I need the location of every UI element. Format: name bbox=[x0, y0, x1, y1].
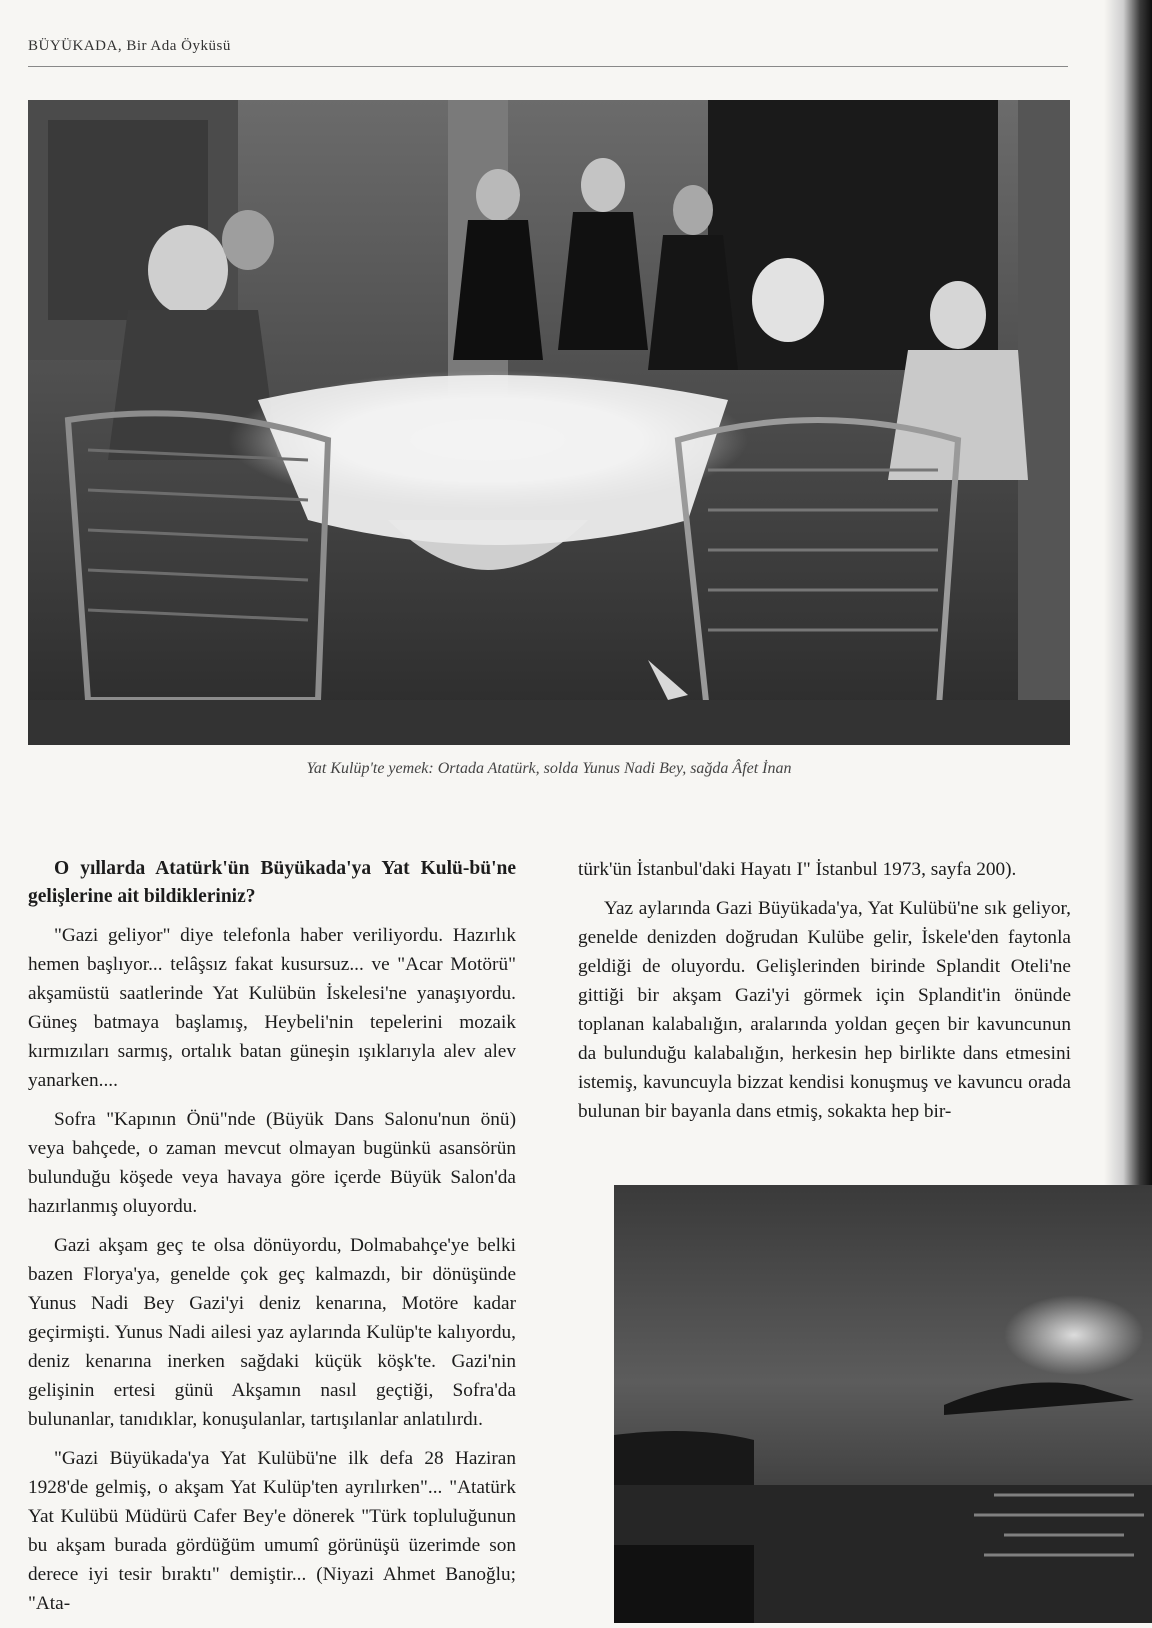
paragraph: "Gazi geliyor" diye telefonla haber veriliyordu. Hazırlık hemen başlıyor... telâşsız fakat kusursuz... ve "Acar Motörü" akşamüstü saatlerinde Yat Kulübün İskelesi'ne yanaşıyordu. Güneş batmaya başlamış, Heybeli'nin tepelerini mozaik kırmızıları sarmış, ortalık batan güneşin ışıklarıyla alev alev yanarken.... bbox=[28, 925, 516, 1091]
paragraph-continuation: türk'ün İstanbul'daki Hayatı I" İstanbul 1973, sayfa 200). bbox=[578, 859, 1017, 880]
paragraph: Sofra "Kapının Önü"nde (Büyük Dans Salonu'nun önü) veya bahçede, o zaman mevcut olmayan bugünkü asansörün bulunduğu köşede veya havaya göre içerde Büyük Salon'da hazırlanmış oluyordu. bbox=[28, 1109, 516, 1217]
left-column bbox=[28, 855, 516, 1628]
right-column bbox=[578, 855, 1071, 1136]
seascape-photo bbox=[614, 1185, 1152, 1623]
running-title: BÜYÜKADA, Bir Ada Öyküsü bbox=[28, 38, 231, 54]
dinner-photo bbox=[28, 100, 1070, 745]
paragraph: "Gazi Büyükada'ya Yat Kulübü'ne ilk defa 28 Haziran 1928'de gelmiş, o akşam Yat Kulüp'ten ayrılırken"... "Atatürk Yat Kulübü Müdürü Cafer Bey'e dönerek "Türk topluluğunun bu akşam burada gördüğüm umumî görünüşü üzerimde son derece iyi tesir bıraktı" demiştir... (Niyazi Ahmet Banoğlu; "Ata- bbox=[28, 1448, 516, 1614]
dinner-photo-drawing bbox=[28, 100, 1070, 745]
photo-caption: Yat Kulüp'te yemek: Ortada Atatürk, solda Yunus Nadi Bey, sağda Âfet İnan bbox=[306, 760, 792, 777]
paragraph: Yaz aylarında Gazi Büyükada'ya, Yat Kulübü'ne sık geliyor, genelde denizden doğrudan Kulübe gelir, İskele'den faytonla geldiği de oluyordu. Gelişlerinden birinde Splandit Oteli'ne gittiği bir akşam Gazi'yi görmek için Splandit'in önünde toplanan kalabalığın, aralarında yoldan geçen bir kavuncunun da bulunduğu kalabalığın, herkesin hep birlikte dans etmesini istemiş, kavuncuyla bizzat kendisi konuşmuş ve kavuncu orada bulunan bir bayanla dans etmiş, sokakta hep bir- bbox=[578, 898, 1071, 1122]
interview-question: O yıllarda Atatürk'ün Büyükada'ya Yat Kulü-bü'ne gelişlerine ait bildikleriniz? bbox=[28, 858, 516, 907]
paragraph: Gazi akşam geç te olsa dönüyordu, Dolmabahçe'ye belki bazen Florya'ya, genelde çok geç kalmazdı, bir dönüşünde Yunus Nadi Bey Gazi'yi deniz kenarına, Motöre kadar geçirmişti. Yunus Nadi ailesi yaz aylarında Kulüp'te kalıyordu, deniz kenarına inerken sağdaki küçük köşk'te. Gazi'nin gelişinin ertesi günü Akşamın nasıl geçtiği, Sofra'da bulunanlar, tanıdıklar, konuşulanlar, tartışılanlar anlatılırdı. bbox=[28, 1235, 516, 1430]
header-rule bbox=[28, 66, 1068, 67]
seascape-photo-drawing bbox=[614, 1185, 1152, 1623]
